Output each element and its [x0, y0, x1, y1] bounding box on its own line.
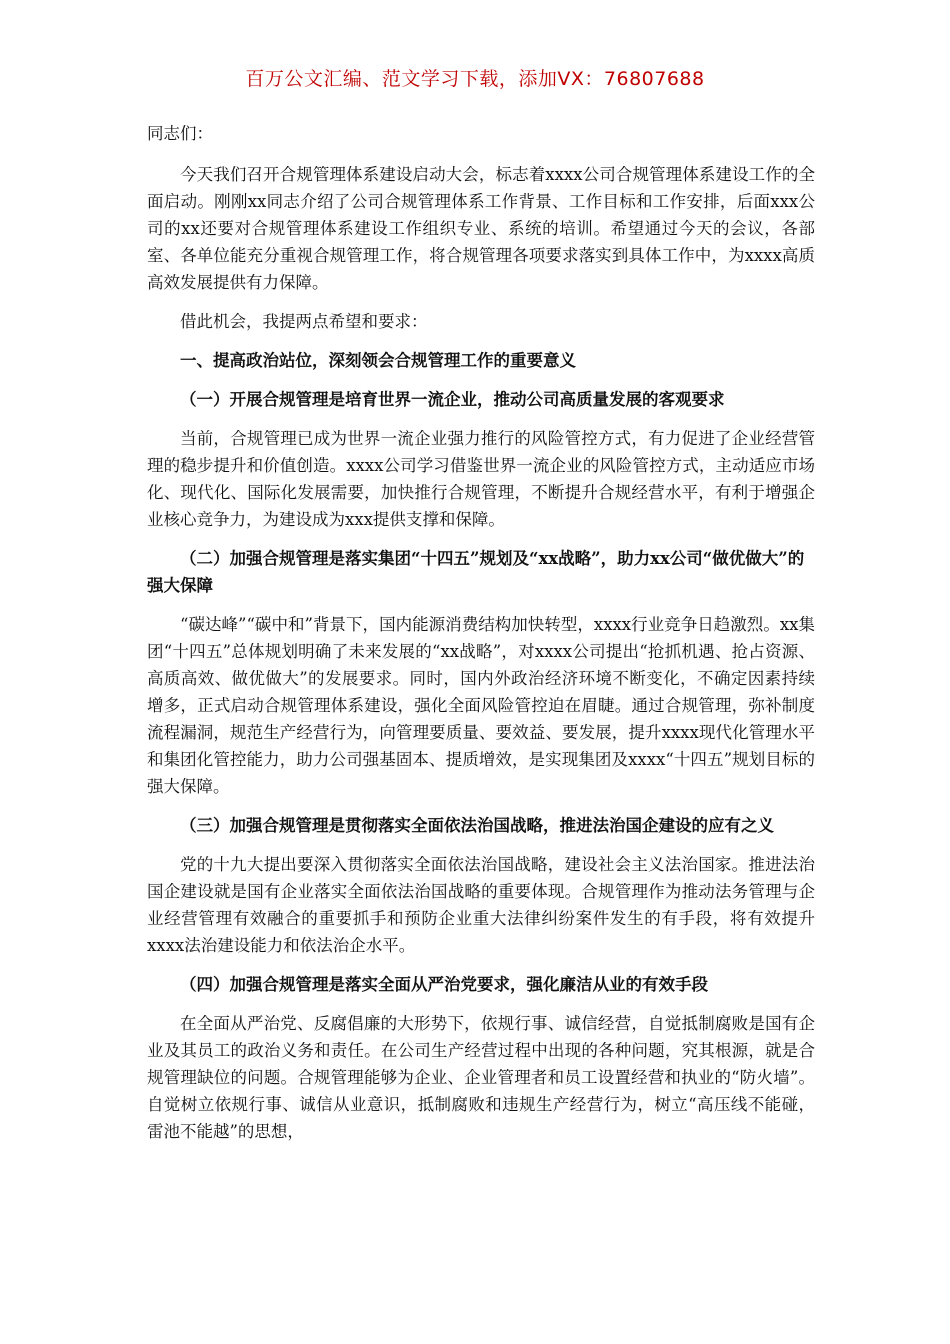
section-heading-1: 一、提高政治站位，深刻领会合规管理工作的重要意义	[180, 351, 576, 370]
subsection-heading-2: （二）加强合规管理是落实集团“十四五”规划及“xx战略”，助力xx公司“做优做大”的强大保障	[147, 549, 805, 595]
subsection-text-3: 党的十九大提出要深入贯彻落实全面依法治国战略，建设社会主义法治国家。推进法治国企建设就是国有企业落实全面依法治国战略的重要体现。合规管理作为推动法务管理与企业经营管理有效融合的重要抓手和预防企业重大法律纠纷案件发生的有手段，将有效提升xxxx法治建设能力和依法治企水平。	[147, 855, 815, 955]
subsection-text-2: “碳达峰”“碳中和”背景下，国内能源消费结构加快转型，xxxx行业竞争日趋激烈。xx集团“十四五”总体规划明确了未来发展的“xx战略”，对xxxx公司提出“抢抓机遇、抢占资源、高质高效、做优做大”的发展要求。同时，国内外政治经济环境不断变化，不确定因素持续增多，正式启动合规管理体系建设，强化全面风险管控迫在眉睫。通过合规管理，弥补制度流程漏洞，规范生产经营行为，向管理要质量、要效益、要发展，提升xxxx现代化管理水平和集团化管控能力，助力公司强基固本、提质增效，是实现集团及xxxx“十四五”规划目标的强大保障。	[147, 615, 815, 796]
page-header-banner: 百万公文汇编、范文学习下载，添加VX：76807688	[245, 68, 705, 90]
salutation: 同志们：	[147, 124, 213, 143]
subsection-text-4: 在全面从严治党、反腐倡廉的大形势下，依规行事、诚信经营，自觉抵制腐败是国有企业及其员工的政治义务和责任。在公司生产经营过程中出现的各种问题，究其根源，就是合规管理缺位的问题。合规管理能够为企业、企业管理者和员工设置经营和执业的“防火墙”。自觉树立依规行事、诚信从业意识，抵制腐败和违规生产经营行为，树立“高压线不能碰，雷池不能越”的思想，	[147, 1014, 815, 1141]
paragraph-intro: 今天我们召开合规管理体系建设启动大会，标志着xxxx公司合规管理体系建设工作的全面启动。刚刚xx同志介绍了公司合规管理体系工作背景、工作目标和工作安排，后面xxx公司的xx还要对合规管理体系建设工作组织专业、系统的培训。希望通过今天的会议，各部室、各单位能充分重视合规管理工作，将合规管理各项要求落实到具体工作中，为xxxx高质高效发展提供有力保障。	[147, 165, 815, 292]
paragraph-requirements-lead: 借此机会，我提两点希望和要求：	[180, 312, 428, 331]
subsection-heading-1: （一）开展合规管理是培育世界一流企业，推动公司高质量发展的客观要求	[180, 390, 725, 409]
subsection-text-1: 当前，合规管理已成为世界一流企业强力推行的风险管控方式，有力促进了企业经营管理的稳步提升和价值创造。xxxx公司学习借鉴世界一流企业的风险管控方式，主动适应市场化、现代化、国际化发展需要，加快推行合规管理，不断提升合规经营水平，有利于增强企业核心竞争力，为建设成为xxx提供支撑和保障。	[147, 429, 815, 529]
subsection-heading-4: （四）加强合规管理是落实全面从严治党要求，强化廉洁从业的有效手段	[180, 975, 708, 994]
document-body	[147, 120, 815, 1157]
subsection-heading-3: （三）加强合规管理是贯彻落实全面依法治国战略，推进法治国企建设的应有之义	[180, 816, 774, 835]
